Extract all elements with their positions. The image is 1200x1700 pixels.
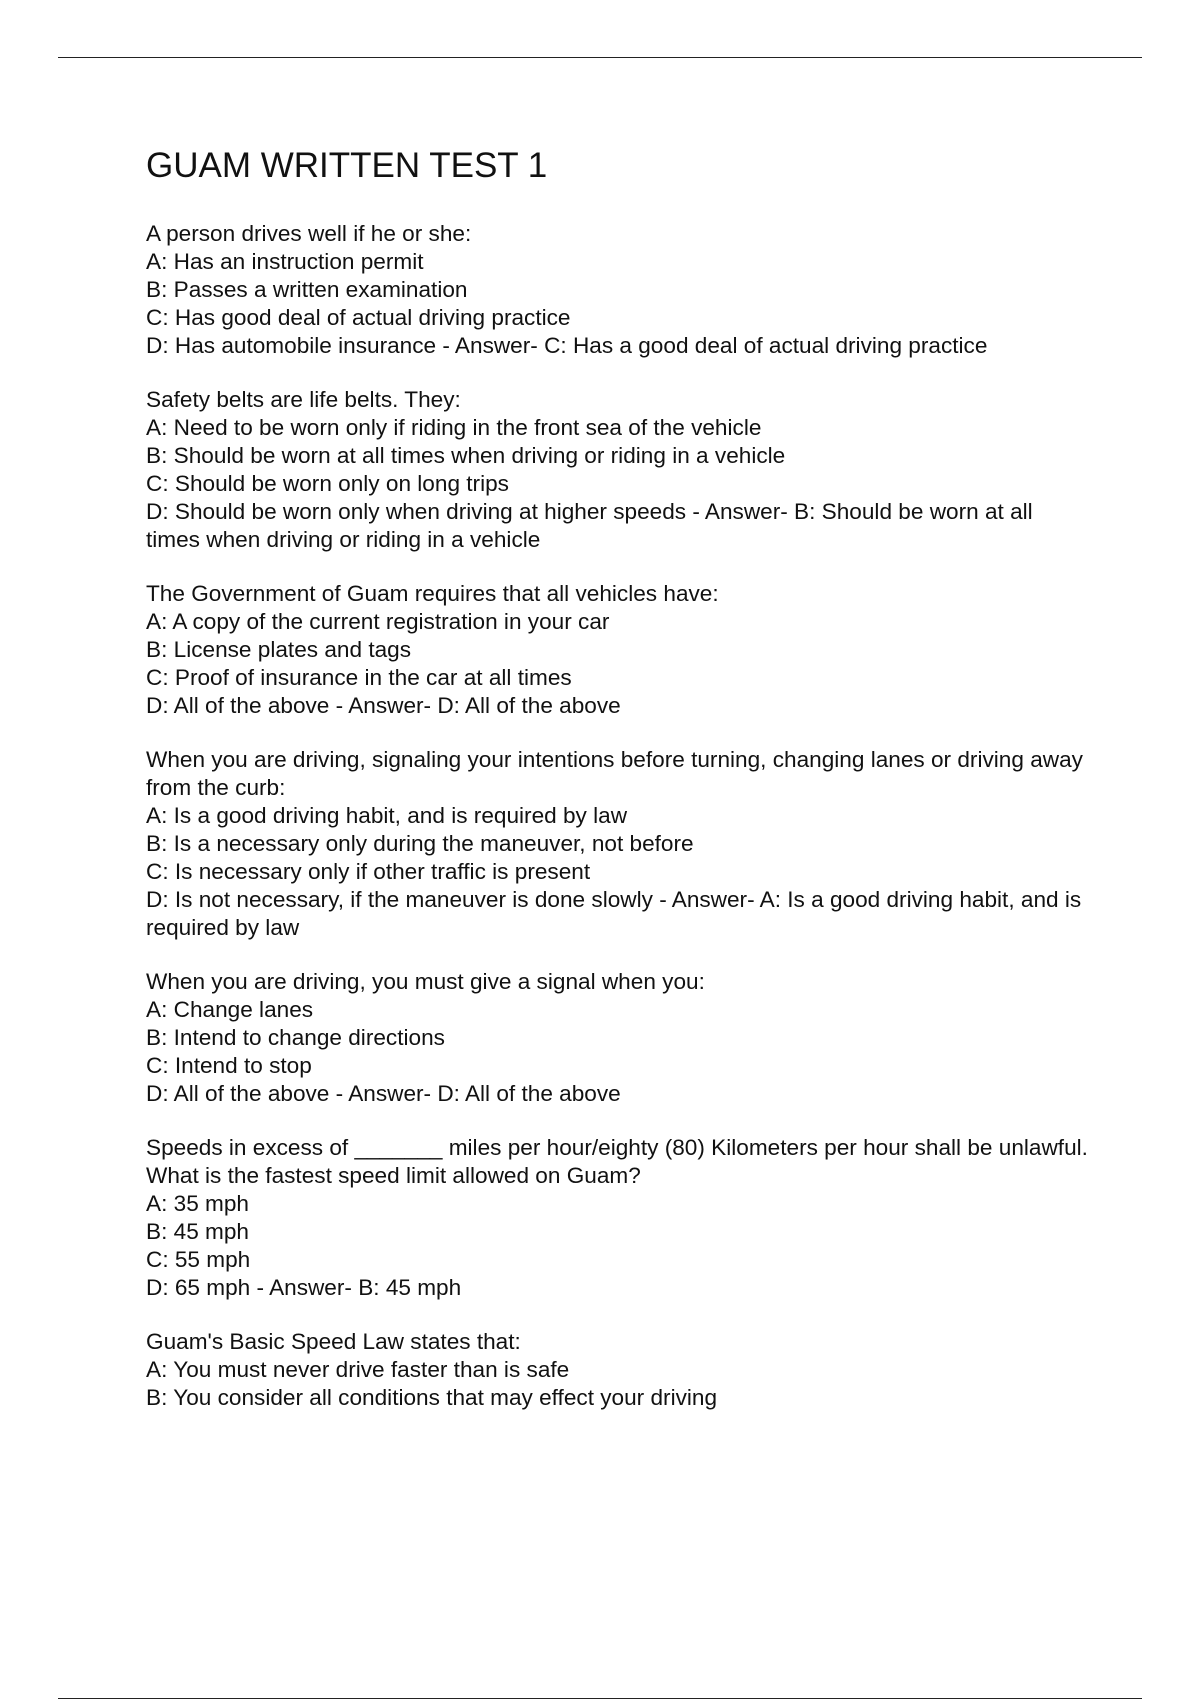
answer-option: A: Has an instruction permit xyxy=(146,249,424,274)
answer-option: D: Is not necessary, if the maneuver is done slowly - Answer- A: Is a good driving habit, and is required by law xyxy=(146,887,1082,940)
answer-option: A: Is a good driving habit, and is required by law xyxy=(146,803,628,828)
answer-option: B: Passes a written examination xyxy=(146,277,468,302)
document-body xyxy=(146,142,1091,1438)
question-prompt: When you are driving, you must give a signal when you: xyxy=(146,969,705,994)
answer-option: D: All of the above - Answer- D: All of the above xyxy=(146,693,621,718)
question-block xyxy=(146,746,1091,942)
answer-option: D: Should be worn only when driving at higher speeds - Answer- B: Should be worn at all times when driving or riding in a vehicle xyxy=(146,499,1033,552)
question-prompt: Speeds in excess of _______ miles per hour/eighty (80) Kilometers per hour shall be unlawful. What is the fastest speed limit allowed on Guam? xyxy=(146,1135,1088,1188)
bottom-rule xyxy=(58,1698,1142,1699)
answer-option: C: Intend to stop xyxy=(146,1053,312,1078)
answer-option: A: You must never drive faster than is safe xyxy=(146,1357,570,1382)
question-block xyxy=(146,1134,1091,1302)
top-rule xyxy=(58,57,1142,58)
question-block xyxy=(146,580,1091,720)
question-prompt: When you are driving, signaling your intentions before turning, changing lanes or driving away from the curb: xyxy=(146,747,1083,800)
question-prompt: The Government of Guam requires that all vehicles have: xyxy=(146,581,719,606)
question-prompt: Safety belts are life belts. They: xyxy=(146,387,461,412)
answer-option: B: 45 mph xyxy=(146,1219,249,1244)
answer-option: A: A copy of the current registration in your car xyxy=(146,609,610,634)
question-prompt: Guam's Basic Speed Law states that: xyxy=(146,1329,521,1354)
question-prompt: A person drives well if he or she: xyxy=(146,221,472,246)
page-title: GUAM WRITTEN TEST 1 xyxy=(146,146,548,185)
answer-option: A: Change lanes xyxy=(146,997,314,1022)
answer-option: A: 35 mph xyxy=(146,1191,249,1216)
answer-option: D: 65 mph - Answer- B: 45 mph xyxy=(146,1275,462,1300)
answer-option: B: License plates and tags xyxy=(146,637,412,662)
question-block xyxy=(146,968,1091,1108)
answer-option: C: Proof of insurance in the car at all times xyxy=(146,665,572,690)
answer-option: C: Has good deal of actual driving practice xyxy=(146,305,571,330)
answer-option: C: Is necessary only if other traffic is present xyxy=(146,859,591,884)
answer-option: A: Need to be worn only if riding in the front sea of the vehicle xyxy=(146,415,762,440)
question-block xyxy=(146,220,1091,360)
answer-option: D: Has automobile insurance - Answer- C: Has a good deal of actual driving practice xyxy=(146,333,988,358)
answer-option: B: You consider all conditions that may effect your driving xyxy=(146,1385,718,1410)
answer-option: C: 55 mph xyxy=(146,1247,251,1272)
answer-option: B: Should be worn at all times when driving or riding in a vehicle xyxy=(146,443,786,468)
answer-option: B: Is a necessary only during the maneuver, not before xyxy=(146,831,694,856)
answer-option: C: Should be worn only on long trips xyxy=(146,471,509,496)
answer-option: B: Intend to change directions xyxy=(146,1025,445,1050)
answer-option: D: All of the above - Answer- D: All of the above xyxy=(146,1081,621,1106)
question-block xyxy=(146,1328,1091,1412)
question-block xyxy=(146,386,1091,554)
